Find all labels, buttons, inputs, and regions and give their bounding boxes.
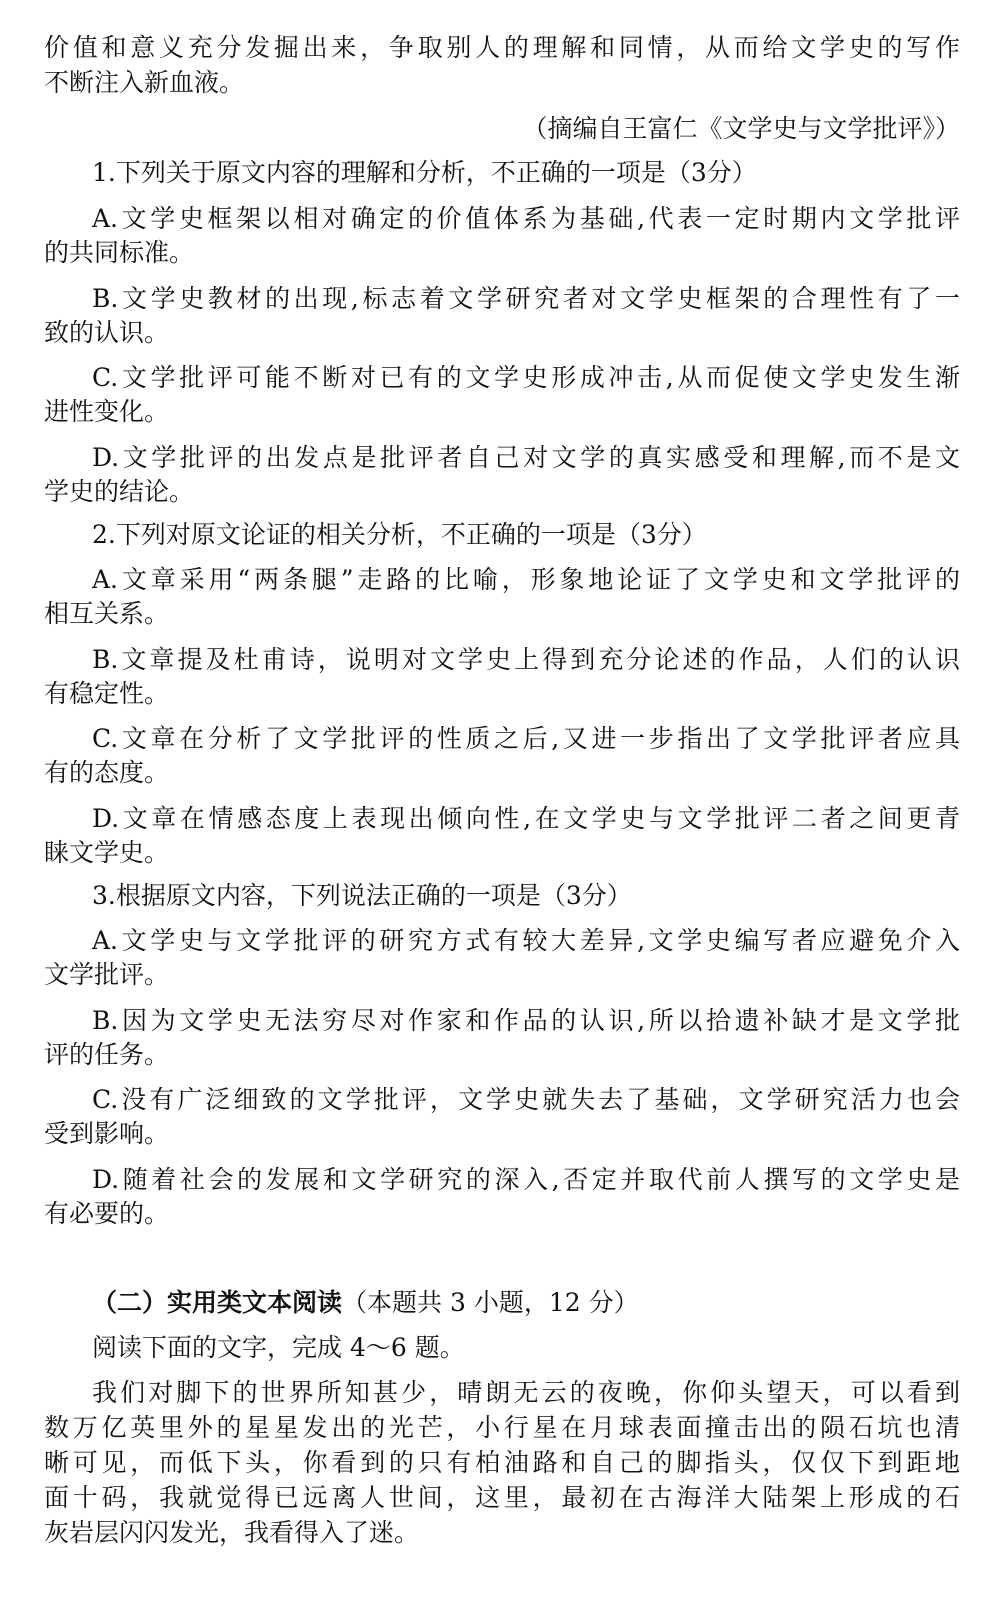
- option-1c-cont: 进性变化。: [44, 397, 170, 426]
- option-2b: B.文章提及杜甫诗，说明对文学史上得到充分论述的作品，人们的认识: [92, 645, 960, 674]
- passage-line: 价值和意义充分发掘出来，争取别人的理解和同情，从而给文学史的写作: [44, 33, 960, 62]
- option-3d: D.随着社会的发展和文学研究的深入,否定并取代前人撰写的文学史是: [92, 1165, 960, 1194]
- option-2a: A.文章采用“两条腿”走路的比喻，形象地论证了文学史和文学批评的: [92, 565, 960, 594]
- passage2-line: 我们对脚下的世界所知甚少，晴朗无云的夜晚，你仰头望天，可以看到: [92, 1378, 960, 1407]
- option-2d-cont: 睐文学史。: [44, 838, 170, 867]
- section-title: （二）实用类文本阅读: [92, 1288, 343, 1317]
- option-1d-cont: 学史的结论。: [44, 477, 195, 506]
- option-2a-cont: 相互关系。: [44, 599, 170, 628]
- question-stem-1: 1.下列关于原文内容的理解和分析，不正确的一项是（3分）: [92, 158, 757, 187]
- source-citation: （摘编自王富仁《文学史与文学批评》）: [522, 114, 960, 143]
- question-stem-2: 2.下列对原文论证的相关分析，不正确的一项是（3分）: [92, 520, 707, 549]
- option-1b-cont: 致的认识。: [44, 318, 170, 347]
- option-1b: B.文学史教材的出现,标志着文学研究者对文学史框架的合理性有了一: [92, 284, 960, 313]
- option-2d: D.文章在情感态度上表现出倾向性,在文学史与文学批评二者之间更青: [92, 804, 960, 833]
- passage2-line: 数万亿英里外的星星发出的光芒，小行星在月球表面撞击出的陨石坑也清: [44, 1413, 960, 1442]
- passage2-line: 晰可见，而低下头，你看到的只有柏油路和自己的脚指头，仅仅下到距地: [44, 1448, 960, 1477]
- option-3a: A.文学史与文学批评的研究方式有较大差异,文学史编写者应避免介入: [92, 926, 960, 955]
- option-1a: A.文学史框架以相对确定的价值体系为基础,代表一定时期内文学批评: [92, 204, 960, 233]
- passage2-line: 面十码，我就觉得已远离人世间，这里，最初在古海洋大陆架上形成的石: [44, 1483, 960, 1512]
- option-3d-cont: 有必要的。: [44, 1199, 170, 1228]
- section-instruction: 阅读下面的文字，完成 4～6 题。: [92, 1333, 465, 1362]
- passage-line: 不断注入新血液。: [44, 68, 245, 97]
- option-1a-cont: 的共同标准。: [44, 238, 195, 267]
- option-1c: C.文学批评可能不断对已有的文学史形成冲击,从而促使文学史发生渐: [92, 363, 960, 392]
- option-3c: C.没有广泛细致的文学批评，文学史就失去了基础，文学研究活力也会: [92, 1085, 960, 1114]
- option-3c-cont: 受到影响。: [44, 1119, 170, 1148]
- option-3b: B.因为文学史无法穷尽对作家和作品的认识,所以拾遗补缺才是文学批: [92, 1006, 960, 1035]
- option-2c: C.文章在分析了文学批评的性质之后,又进一步指出了文学批评者应具: [92, 724, 960, 753]
- option-2b-cont: 有稳定性。: [44, 679, 170, 708]
- section-note: （本题共 3 小题，12 分）: [342, 1288, 639, 1317]
- question-stem-3: 3.根据原文内容，下列说法正确的一项是（3分）: [92, 881, 632, 910]
- section-heading: [92, 1286, 960, 1320]
- option-1d: D.文学批评的出发点是批评者自己对文学的真实感受和理解,而不是文: [92, 443, 960, 472]
- option-2c-cont: 有的态度。: [44, 758, 170, 787]
- option-3a-cont: 文学批评。: [44, 960, 170, 989]
- option-3b-cont: 评的任务。: [44, 1040, 170, 1069]
- passage2-line: 灰岩层闪闪发光，我看得入了迷。: [44, 1518, 420, 1547]
